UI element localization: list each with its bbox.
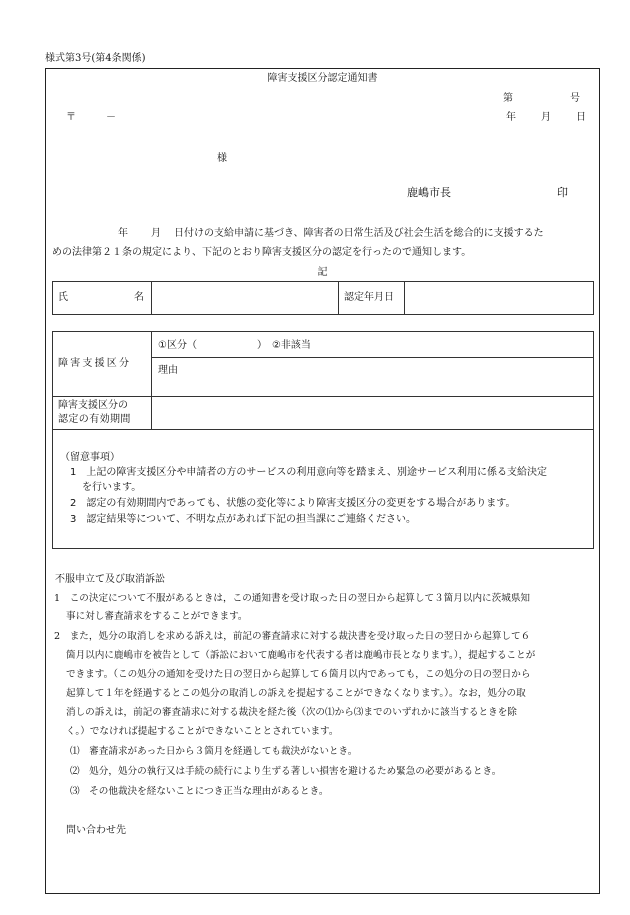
appeal-line-8: く。）でなければ提起することができないこととされています。 [66, 726, 339, 737]
appeal-sub-3: ⑶ その他裁決を経ないことにつき正当な理由があるとき。 [70, 786, 329, 797]
name-label-a: 氏 [58, 292, 68, 303]
appeal-line-4: 箇月以内に鹿嶋市を被告として（訴訟において鹿嶋市を代表する者は鹿嶋市長となります。），提起することが [66, 650, 536, 661]
postal-dash: － [106, 112, 116, 123]
appeal-line-3: 2 また，処分の取消しを求める訴えは，前記の審査請求に対する裁決書を受け取った日の翌日から起算して６ [54, 631, 531, 642]
number-suffix: 号 [570, 93, 580, 104]
note-item-1: 1 上記の障害支援区分や申請者の方のサービスの利用意向等を踏まえ、別途サービス利用に係る支給決定 [70, 467, 547, 478]
appeal-sub-2: ⑵ 処分，処分の執行又は手続の続行により生ずる著しい損害を避けるため緊急の必要があるとき。 [70, 766, 502, 777]
form-id: 様式第3号(第4条関係) [45, 53, 146, 64]
date-day: 日 [576, 112, 586, 123]
note-item-2: 2 認定の有効期間内であっても、状態の変化等により障害支援区分の変更をする場合があります。 [70, 498, 516, 509]
document-title: 障害支援区分認定通知書 [267, 73, 378, 84]
appeal-sub-1: ⑴ 審査請求があった日から３箇月を経過しても裁決がないとき。 [70, 746, 358, 757]
appeal-line-1: 1 この決定について不服があるときは，この通知書を受け取った日の翌日から起算して３箇月以内に茨城県知 [54, 593, 531, 604]
notes-heading: （留意事項） [60, 452, 120, 463]
postal-mark: 〒 [66, 112, 76, 123]
appeal-line-6: 起算して１年を経過するとこの処分の取消しの訴えを提起することができなくなります。）。なお，処分の取 [66, 688, 526, 699]
appeal-line-7: 消しの訴えは，前記の審査請求に対する裁決を経た後（次の⑴から⑶までのいずれかに該当するときを除 [66, 707, 517, 718]
seal-mark: 印 [557, 186, 568, 199]
body-line2: めの法律第２１条の規定により、下記のとおり障害支援区分の認定を行ったので通知します。 [52, 247, 472, 258]
number-prefix: 第 [503, 93, 513, 104]
appeal-heading: 不服申立て及び取消訴訟 [55, 574, 165, 585]
date-year: 年 [506, 112, 516, 123]
contact-label: 問い合わせ先 [66, 825, 126, 836]
note-item-3: 3 認定結果等について、不明な点があれば下記の担当課にご連絡ください。 [70, 514, 416, 525]
body-year: 年 [118, 228, 128, 239]
category-label: 障害支援区分 [58, 358, 132, 369]
appeal-line-2: 事に対し審査請求をすることができます。 [66, 611, 248, 622]
body-line1: 日付けの支給申請に基づき、障害者の日常生活及び社会生活を総合的に支援するた [174, 228, 544, 239]
ki-mark: 記 [317, 267, 328, 278]
category-options: ①区分（ ） ②非該当 [158, 340, 311, 351]
appeal-line-5: できます。（この処分の通知を受けた日の翌日から起算して６箇月以内であっても，この処分の日の翌日から [66, 669, 531, 680]
name-label-b: 名 [134, 292, 144, 303]
cert-date-label: 認定年月日 [344, 292, 394, 303]
issuer-name: 鹿嶋市長 [407, 186, 451, 199]
validity-label-1: 障害支援区分の [58, 400, 128, 411]
validity-label-2: 認定の有効期間 [58, 414, 131, 425]
date-month: 月 [541, 112, 551, 123]
body-month: 月 [151, 228, 161, 239]
note-item-1-cont: を行います。 [82, 482, 142, 493]
honorific: 様 [217, 153, 227, 164]
reason-label: 理由 [158, 365, 178, 376]
